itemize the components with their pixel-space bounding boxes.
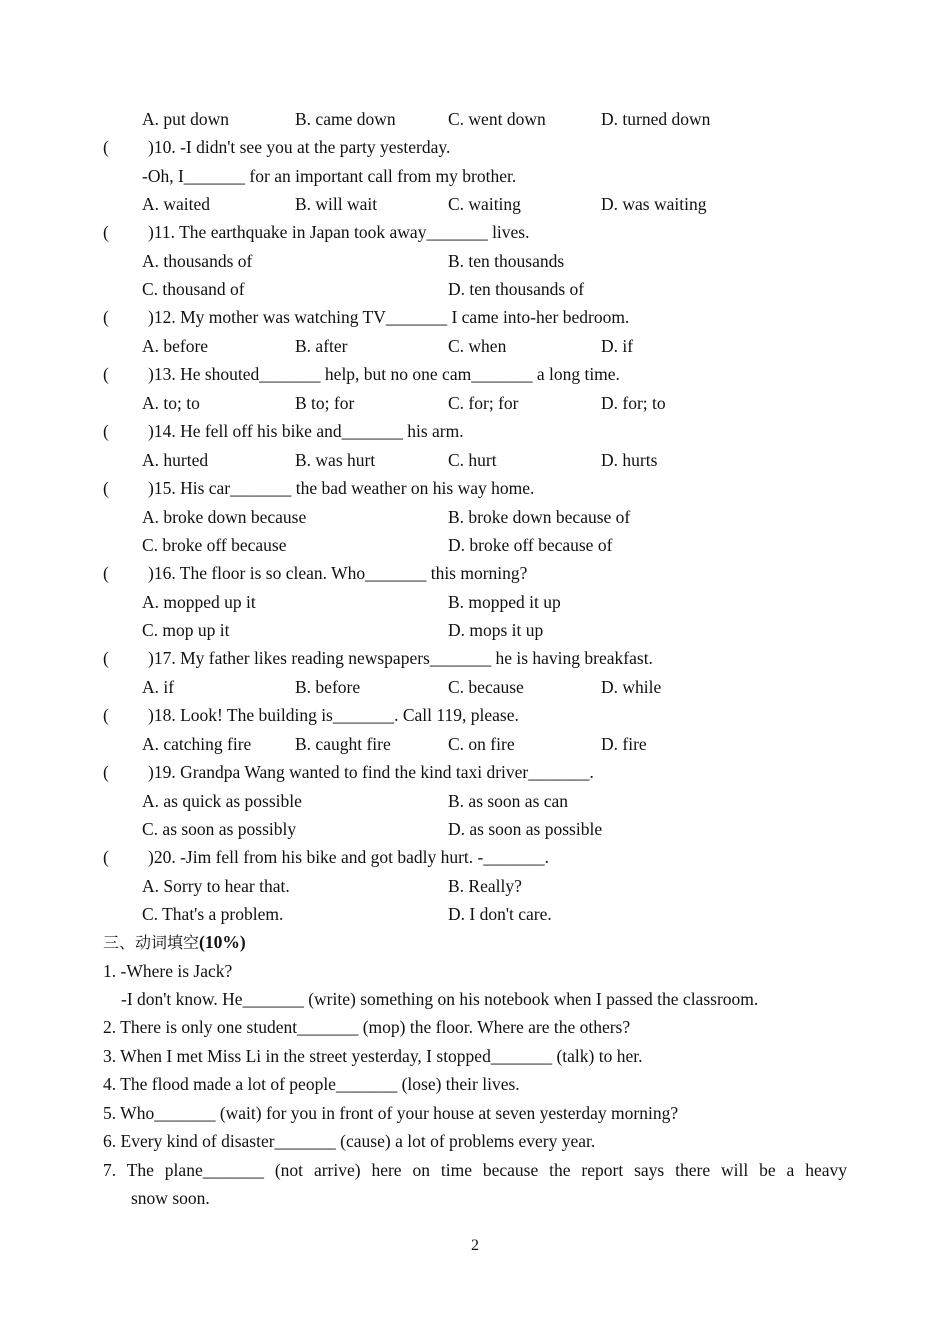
- q17-option-d: D. while: [601, 677, 662, 697]
- q18-option-d: D. fire: [601, 734, 647, 754]
- q17-option-c: C. because: [448, 677, 524, 697]
- q19-answer-paren: (: [103, 762, 109, 782]
- fill-item-1: 1. -Where is Jack?: [103, 961, 233, 981]
- q13-option-d: D. for; to: [601, 393, 666, 413]
- section-title: 三、动词填空: [103, 933, 200, 952]
- fill-item-4: 4. The flood made a lot of people_______ (lose) their lives.: [103, 1074, 520, 1094]
- q15-option-a: A. broke down because: [142, 507, 307, 527]
- q12-option-b: B. after: [295, 336, 348, 356]
- q16-answer-paren: (: [103, 563, 109, 583]
- q15-option-b: B. broke down because of: [448, 507, 631, 527]
- q19-option-d: D. as soon as possible: [448, 819, 603, 839]
- q16-option-d: D. mops it up: [448, 620, 544, 640]
- q10-stem-line2: -Oh, I_______ for an important call from my brother.: [142, 166, 517, 186]
- fill-item-3: 3. When I met Miss Li in the street yesterday, I stopped_______ (talk) to her.: [103, 1046, 643, 1066]
- q14-answer-paren: (: [103, 421, 109, 441]
- q9-option-c: C. went down: [448, 109, 546, 129]
- q18-stem: )18. Look! The building is_______. Call 119, please.: [148, 705, 519, 725]
- q15-option-d: D. broke off because of: [448, 535, 613, 555]
- fill-item-2: 2. There is only one student_______ (mop) the floor. Where are the others?: [103, 1017, 631, 1037]
- q20-option-a: A. Sorry to hear that.: [142, 876, 290, 896]
- q12-option-c: C. when: [448, 336, 507, 356]
- fill-item-6: 6. Every kind of disaster_______ (cause) a lot of problems every year.: [103, 1131, 596, 1151]
- q17-stem: )17. My father likes reading newspapers_______ he is having breakfast.: [148, 648, 653, 668]
- q13-option-a: A. to; to: [142, 393, 200, 413]
- section-score: (10%): [199, 932, 246, 952]
- fill-item-1-answer-line: -I don't know. He_______ (write) something on his notebook when I passed the classroom.: [121, 989, 759, 1009]
- q13-option-b: B to; for: [295, 393, 355, 413]
- q14-stem: )14. He fell off his bike and_______ his arm.: [148, 421, 464, 441]
- q12-stem: )12. My mother was watching TV_______ I came into-her bedroom.: [148, 307, 630, 327]
- q10-option-c: C. waiting: [448, 194, 521, 214]
- q12-answer-paren: (: [103, 307, 109, 327]
- q20-option-c: C. That's a problem.: [142, 904, 284, 924]
- page-number: 2: [471, 1237, 479, 1254]
- q10-stem: )10. -I didn't see you at the party yesterday.: [148, 137, 451, 157]
- q14-option-a: A. hurted: [142, 450, 209, 470]
- q10-option-b: B. will wait: [295, 194, 378, 214]
- q20-stem: )20. -Jim fell from his bike and got badly hurt. -_______.: [148, 847, 549, 867]
- q10-answer-paren: (: [103, 137, 109, 157]
- q9-option-b: B. came down: [295, 109, 396, 129]
- section-heading: [103, 932, 246, 953]
- q17-option-b: B. before: [295, 677, 361, 697]
- q9-option-d: D. turned down: [601, 109, 711, 129]
- q19-option-c: C. as soon as possibly: [142, 819, 297, 839]
- q11-option-d: D. ten thousands of: [448, 279, 585, 299]
- q11-option-a: A. thousands of: [142, 251, 253, 271]
- q16-option-c: C. mop up it: [142, 620, 230, 640]
- q11-option-c: C. thousand of: [142, 279, 245, 299]
- q14-option-c: C. hurt: [448, 450, 497, 470]
- q13-answer-paren: (: [103, 364, 109, 384]
- q19-option-b: B. as soon as can: [448, 791, 569, 811]
- q14-option-d: D. hurts: [601, 450, 658, 470]
- q18-option-a: A. catching fire: [142, 734, 252, 754]
- q11-stem: )11. The earthquake in Japan took away_______ lives.: [148, 222, 530, 242]
- q12-option-a: A. before: [142, 336, 209, 356]
- q14-option-b: B. was hurt: [295, 450, 376, 470]
- q18-option-c: C. on fire: [448, 734, 515, 754]
- fill-item-7: 7. The plane_______ (not arrive) here on time because the report says there will be a heavy: [103, 1160, 847, 1180]
- q16-stem: )16. The floor is so clean. Who_______ this morning?: [148, 563, 528, 583]
- q15-stem: )15. His car_______ the bad weather on his way home.: [148, 478, 535, 498]
- fill-item-7-continuation: snow soon.: [131, 1188, 210, 1208]
- q20-answer-paren: (: [103, 847, 109, 867]
- q9-option-a: A. put down: [142, 109, 230, 129]
- q15-answer-paren: (: [103, 478, 109, 498]
- q18-option-b: B. caught fire: [295, 734, 391, 754]
- q15-option-c: C. broke off because: [142, 535, 287, 555]
- q16-option-a: A. mopped up it: [142, 592, 256, 612]
- q10-option-a: A. waited: [142, 194, 211, 214]
- q18-answer-paren: (: [103, 705, 109, 725]
- q20-option-b: B. Really?: [448, 876, 522, 896]
- q19-stem: )19. Grandpa Wang wanted to find the kind taxi driver_______.: [148, 762, 594, 782]
- q17-option-a: A. if: [142, 677, 175, 697]
- q17-answer-paren: (: [103, 648, 109, 668]
- q11-option-b: B. ten thousands: [448, 251, 565, 271]
- q11-answer-paren: (: [103, 222, 109, 242]
- q20-option-d: D. I don't care.: [448, 904, 552, 924]
- q19-option-a: A. as quick as possible: [142, 791, 302, 811]
- q13-stem: )13. He shouted_______ help, but no one cam_______ a long time.: [148, 364, 620, 384]
- fill-item-5: 5. Who_______ (wait) for you in front of your house at seven yesterday morning?: [103, 1103, 679, 1123]
- q16-option-b: B. mopped it up: [448, 592, 561, 612]
- q13-option-c: C. for; for: [448, 393, 519, 413]
- q10-option-d: D. was waiting: [601, 194, 707, 214]
- q12-option-d: D. if: [601, 336, 634, 356]
